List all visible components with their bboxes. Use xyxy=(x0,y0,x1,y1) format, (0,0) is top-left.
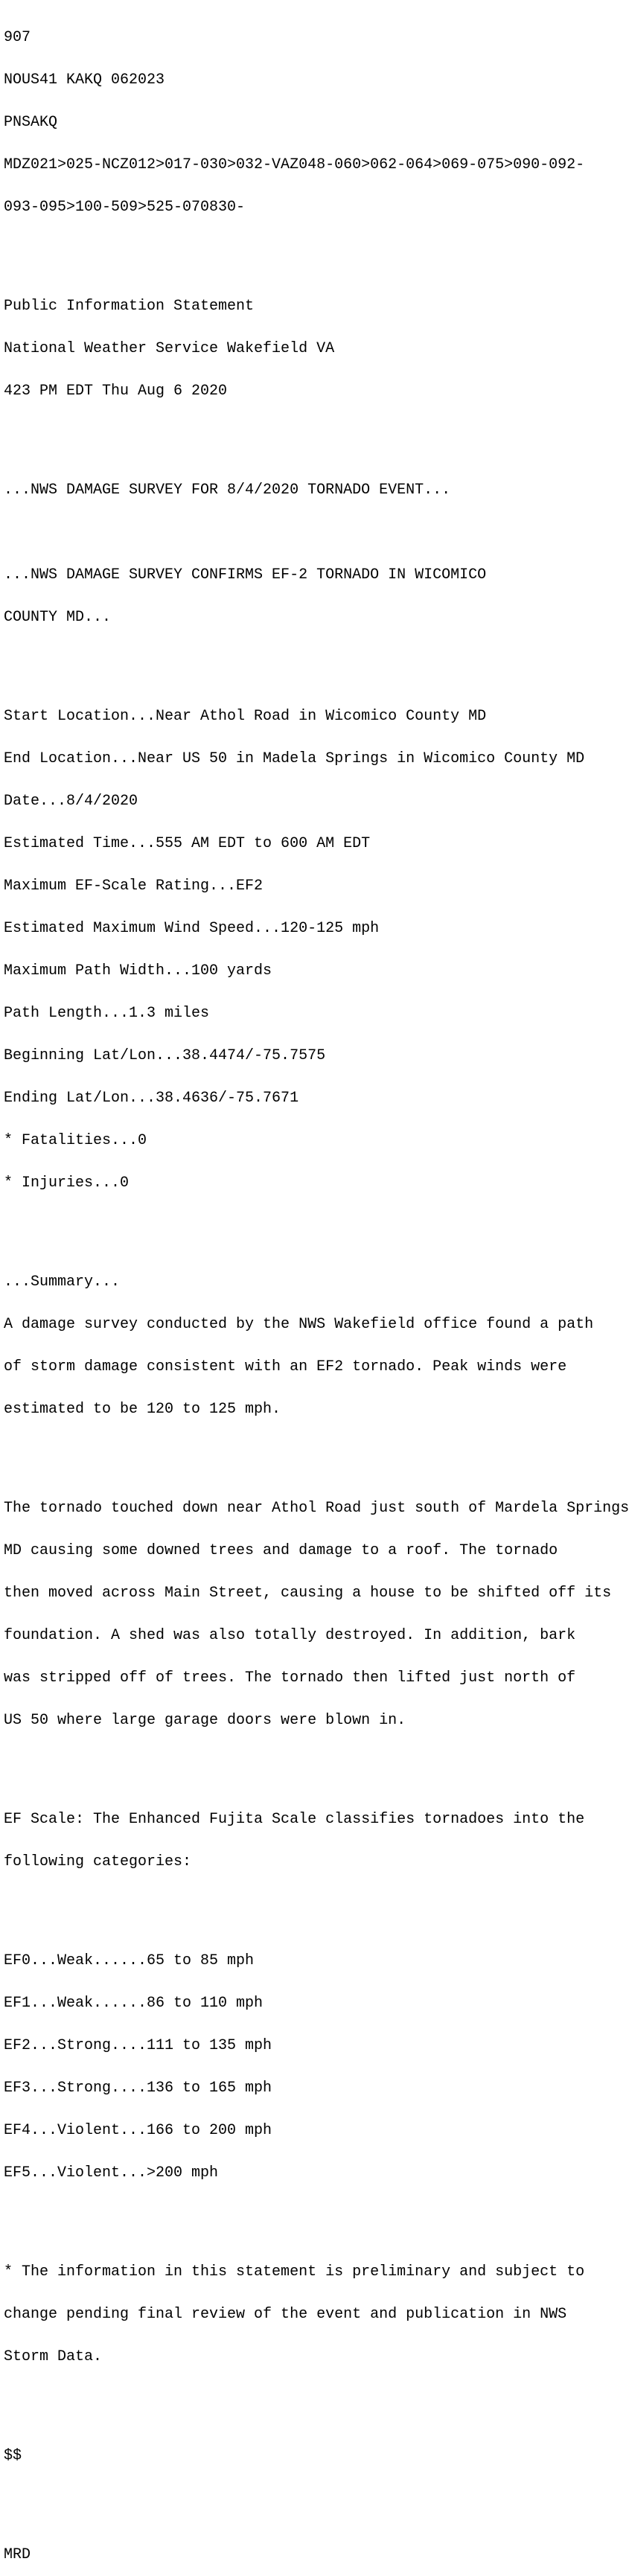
blank-line xyxy=(4,426,632,441)
ending-lat-lon: Ending Lat/Lon...38.4636/-75.7671 xyxy=(4,1090,299,1107)
headline: COUNTY MD... xyxy=(4,609,112,626)
ef-scale-row: EF0...Weak......65 to 85 mph xyxy=(4,1952,255,1969)
ef-scale-row: EF1...Weak......86 to 110 mph xyxy=(4,1995,264,2012)
path-length: Path Length...1.3 miles xyxy=(4,1005,210,1022)
ef-scale-row: EF5...Violent...>200 mph xyxy=(4,2164,219,2182)
ef-scale-intro: following categories: xyxy=(4,1853,192,1870)
max-wind-speed: Estimated Maximum Wind Speed...120-125 mph xyxy=(4,920,380,937)
zone-codes-line: 093-095>100-509>525-070830- xyxy=(4,199,246,216)
blank-line xyxy=(4,1445,632,1459)
wmo-header: NOUS41 KAKQ 062023 xyxy=(4,71,165,89)
headline: ...NWS DAMAGE SURVEY CONFIRMS EF-2 TORNADO IN WICOMICO xyxy=(4,566,487,584)
fatalities: * Fatalities...0 xyxy=(4,1132,147,1149)
estimated-time: Estimated Time...555 AM EDT to 600 AM EDT xyxy=(4,835,371,852)
narrative-text-line: MD causing some downed trees and damage to a roof. The tornado xyxy=(4,1542,558,1559)
blank-line xyxy=(4,2491,632,2505)
event-date: Date...8/4/2020 xyxy=(4,793,138,810)
end-location: End Location...Near US 50 in Madela Springs in Wicomico County MD xyxy=(4,750,585,767)
disclaimer-line: * The information in this statement is preliminary and subject to xyxy=(4,2263,585,2281)
summary-heading: ...Summary... xyxy=(4,1273,121,1291)
ef-scale-row: EF2...Strong....111 to 135 mph xyxy=(4,2037,272,2054)
issue-time: 423 PM EDT Thu Aug 6 2020 xyxy=(4,383,228,400)
injuries: * Injuries...0 xyxy=(4,1174,130,1192)
start-location: Start Location...Near Athol Road in Wicomico County MD xyxy=(4,708,487,725)
zone-codes-line: MDZ021>025-NCZ012>017-030>032-VAZ048-060>062-064>069-075>090-092- xyxy=(4,156,585,173)
ef-scale-row: EF4...Violent...166 to 200 mph xyxy=(4,2122,272,2139)
blank-line xyxy=(4,1218,632,1233)
summary-text-line: of storm damage consistent with an EF2 tornado. Peak winds were xyxy=(4,1358,567,1375)
blank-line xyxy=(4,1756,632,1770)
narrative-text-line: then moved across Main Street, causing a house to be shifted off its xyxy=(4,1585,612,1602)
narrative-text-line: The tornado touched down near Athol Road just south of Mardela Springs xyxy=(4,1500,630,1517)
forecaster-initials: MRD xyxy=(4,2546,31,2563)
blank-line xyxy=(4,2208,632,2222)
summary-text-line: A damage survey conducted by the NWS Wakefield office found a path xyxy=(4,1316,594,1333)
narrative-text-line: foundation. A shed was also totally destroyed. In addition, bark xyxy=(4,1627,576,1644)
product-title: Public Information Statement xyxy=(4,298,255,315)
awips-id: PNSAKQ xyxy=(4,114,58,131)
beginning-lat-lon: Beginning Lat/Lon...38.4474/-75.7575 xyxy=(4,1047,326,1064)
end-of-product-marker: $$ xyxy=(4,2447,22,2464)
blank-line xyxy=(4,525,632,540)
narrative-text-line: US 50 where large garage doors were blown in. xyxy=(4,1712,406,1729)
product-number: 907 xyxy=(4,29,31,46)
headline: ...NWS DAMAGE SURVEY FOR 8/4/2020 TORNADO EVENT... xyxy=(4,482,451,499)
max-path-width: Maximum Path Width...100 yards xyxy=(4,962,272,979)
ef-scale-intro: EF Scale: The Enhanced Fujita Scale classifies tornadoes into the xyxy=(4,1811,585,1828)
blank-line xyxy=(4,2392,632,2406)
narrative-text-line: was stripped off of trees. The tornado then lifted just north of xyxy=(4,1669,576,1687)
blank-line xyxy=(4,653,632,667)
disclaimer-line: change pending final review of the event and publication in NWS xyxy=(4,2306,567,2323)
blank-line xyxy=(4,1897,632,1911)
issuing-office: National Weather Service Wakefield VA xyxy=(4,340,335,357)
max-ef-rating: Maximum EF-Scale Rating...EF2 xyxy=(4,878,264,895)
disclaimer-line: Storm Data. xyxy=(4,2348,103,2365)
ef-scale-row: EF3...Strong....136 to 165 mph xyxy=(4,2080,272,2097)
blank-line xyxy=(4,243,632,257)
summary-text-line: estimated to be 120 to 125 mph. xyxy=(4,1401,281,1418)
